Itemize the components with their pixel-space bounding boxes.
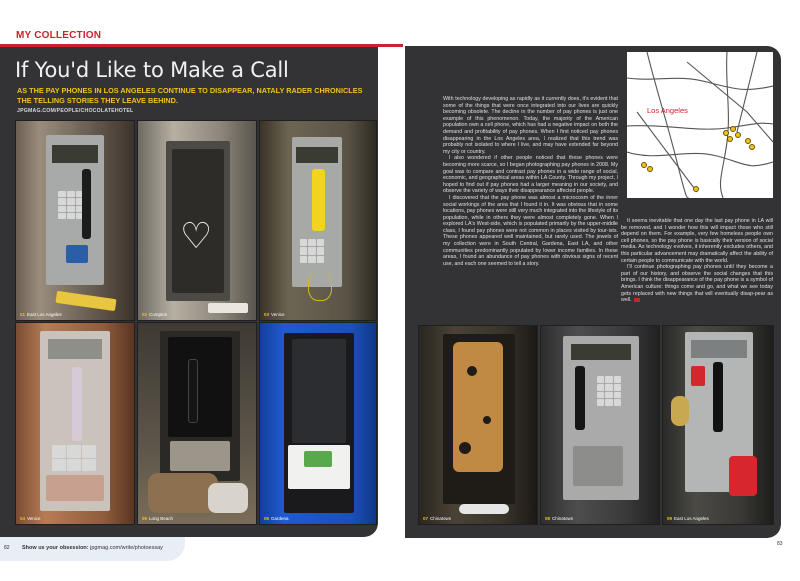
photo-07 bbox=[418, 325, 538, 525]
end-mark-icon bbox=[634, 298, 640, 302]
heart-graffiti-icon: ♡ bbox=[180, 216, 213, 257]
photo-caption: 01 East Los Angeles bbox=[20, 312, 62, 317]
photo-caption: 03 Venice bbox=[264, 312, 285, 317]
photo-caption: 06 Gardena bbox=[264, 516, 289, 521]
page-number-left: 82 bbox=[4, 545, 10, 551]
photo-09 bbox=[662, 325, 774, 525]
article-deck: AS THE PAY PHONES IN LOS ANGELES CONTINUE TO DISAPPEAR, NATALY RADER CHRONICLES THE TELLING STORIES THEY LEAVE BEHIND. bbox=[17, 86, 363, 105]
footer-link[interactable]: jpgmag.com/write/photoessay bbox=[90, 545, 163, 551]
footer-prompt-label: Show us your obsession: bbox=[22, 545, 89, 551]
map-pin bbox=[735, 132, 741, 138]
map-pin bbox=[641, 162, 647, 168]
photo-caption: 04 Venice bbox=[20, 516, 41, 521]
location-map bbox=[627, 52, 773, 198]
body-paragraph: I'll continue photographing pay phones until they become a part of our history, and observe the social changes that this brings. I think the disappearance of the pay phone is a symbol of American culture: things come and go, and what we see today gets replaced with new things that will eventually disap-pear as well. bbox=[621, 264, 773, 304]
map-pin bbox=[745, 138, 751, 144]
map-pin bbox=[723, 130, 729, 136]
map-roads bbox=[627, 52, 773, 198]
photo-04 bbox=[15, 322, 135, 525]
photo-caption: 07 Chinatown bbox=[423, 516, 452, 521]
photo-08 bbox=[540, 325, 660, 525]
map-pin bbox=[693, 186, 699, 192]
photo-01 bbox=[15, 120, 135, 321]
photo-caption: 08 Chinatown bbox=[545, 516, 574, 521]
article-url[interactable]: JPGMAG.COM/PEOPLE/CHOCOLATEHOTEL bbox=[17, 108, 134, 114]
body-paragraph: I also wondered if other people noticed that these phones were becoming more scarce, so I began photographing pay phones in 2008. My goal was to compare and contrast pay phones in a wide range of social, economic, and geographical areas within LA County. Through my project, I hoped to find out if pay phones had a larger meaning in our society, and observe the variety of ways their disappearance affected people. bbox=[443, 155, 618, 195]
body-column-2 bbox=[621, 218, 773, 304]
map-pin bbox=[727, 136, 733, 142]
footer-prompt bbox=[22, 545, 163, 551]
map-pin bbox=[749, 144, 755, 150]
body-paragraph: It seems inevitable that one day the last pay phone in LA will be removed, and I wonder how this will impact those who still depend on them. For example, very few homeless people own cell phones, so the pay phone is basically their version of social media. As technology evolves, it inherently excludes others, and this particular advancement may dramatically affect the ability of certain people to communicate with the world. bbox=[621, 218, 773, 264]
article-title: If You'd Like to Make a Call bbox=[15, 58, 289, 82]
photo-02 bbox=[137, 120, 257, 321]
body-paragraph: With technology developing as rapidly as it currently does, it's evident that some of the things that were once integrated into our lives are quickly becoming obsolete. The decline in the number of pay phones is just one example of this phenomenon. Today, the majority of the American population own a cell phone, which has had a negative impact on both the demand and profitability of pay phones. When I first noticed pay phones disappearing in the Los Angeles area, I realized that this trend was probably not isolated to where I live, and may have extended far beyond my city or country. bbox=[443, 96, 618, 155]
photo-caption: 02 Compton bbox=[142, 312, 168, 317]
body-paragraph: I discovered that the pay phone was almost a microcosm of the inner social workings of the area that I found it in. It was obvious that in some locations, pay phones were still very much integrated into the lifestyle of its population, while in others they were almost completely gone. When I explored LA's West-side, which is populated primarily by the upper-middle class, I found pay phones were not common in places visited by tour-ists. These phones appeared well maintained, but rarely used. The jewels of my collection were in South Central, Gardena, East LA, and other communities predominantly populated by lower income families. In these areas, I found an abundance of pay phones with obvious signs of recent use, and each one seemed to tell a story. bbox=[443, 194, 618, 267]
photo-caption: 05 Long Beach bbox=[142, 516, 174, 521]
photo-06 bbox=[259, 322, 377, 525]
map-label: Los Angeles bbox=[647, 106, 688, 115]
map-pin bbox=[730, 126, 736, 132]
photo-03 bbox=[259, 120, 377, 321]
photo-caption: 09 East Los Angeles bbox=[667, 516, 709, 521]
body-column-1 bbox=[443, 96, 618, 267]
page-number-right: 83 bbox=[777, 541, 783, 547]
section-label: MY COLLECTION bbox=[16, 30, 102, 41]
map-pin bbox=[647, 166, 653, 172]
footer-left bbox=[0, 537, 403, 561]
photo-05 bbox=[137, 322, 257, 525]
